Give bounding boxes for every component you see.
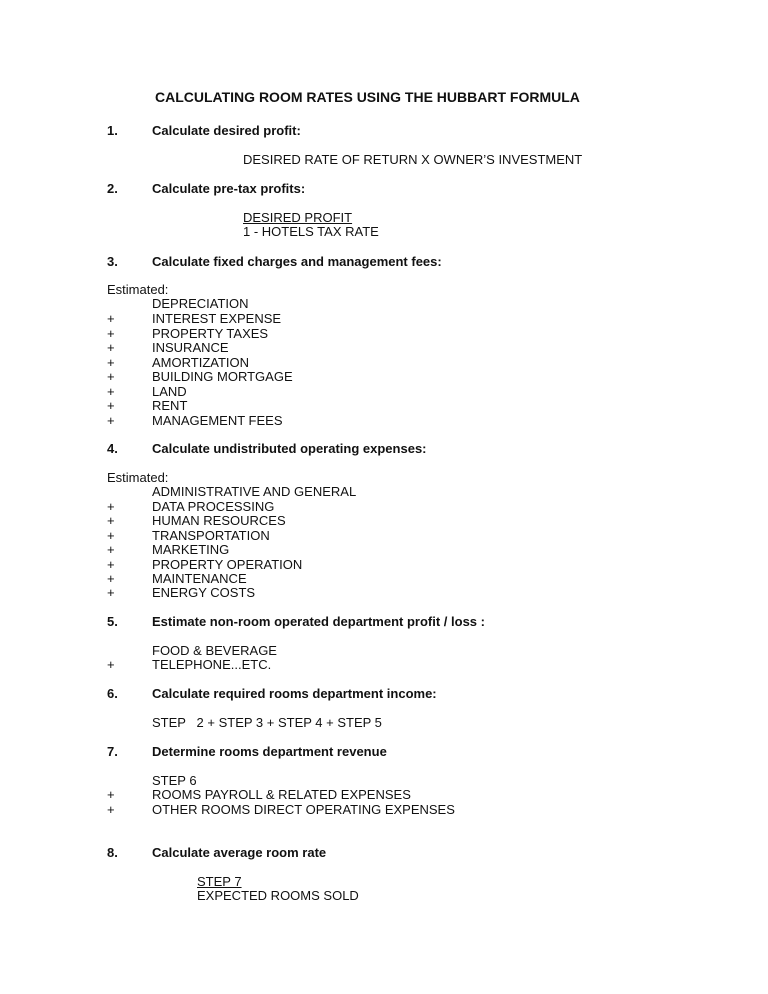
step-1-heading: Calculate desired profit: xyxy=(152,123,301,138)
step-6-formula: STEP 2 + STEP 3 + STEP 4 + STEP 5 xyxy=(152,715,382,730)
step-3-list-item: INSURANCE xyxy=(152,340,229,355)
step-4-heading: Calculate undistributed operating expenses: xyxy=(152,441,427,456)
step-4-first-item: ADMINISTRATIVE AND GENERAL xyxy=(152,484,357,499)
step-7-list-plus-sign: + xyxy=(107,801,115,817)
step-7-list-item: OTHER ROOMS DIRECT OPERATING EXPENSES xyxy=(152,801,455,817)
step-3-list-plus-sign: + xyxy=(107,412,115,428)
step-4-list-item: TRANSPORTATION xyxy=(152,527,270,543)
step-4-estimated-label: Estimated: xyxy=(107,470,169,485)
step-5-plus-sign: + xyxy=(107,657,115,672)
step-3-list-plus-sign: + xyxy=(107,325,115,341)
step-3-heading: Calculate fixed charges and management fees: xyxy=(152,254,442,269)
step-4-list-plus-sign: + xyxy=(107,542,115,558)
step-4-list-item: ENERGY COSTS xyxy=(152,585,256,601)
step-7-list-plus-sign: + xyxy=(107,787,115,802)
step-4-list-item: HUMAN RESOURCES xyxy=(152,513,286,529)
step-3-list-item: RENT xyxy=(152,398,188,413)
step-2-numerator: DESIRED PROFIT xyxy=(243,210,353,225)
step-7-first-item: STEP 6 xyxy=(152,773,197,788)
step-4-list-item: PROPERTY OPERATION xyxy=(152,556,303,572)
step-3-list-item: BUILDING MORTGAGE xyxy=(152,369,293,384)
step-4-list-plus-sign: + xyxy=(107,571,115,586)
step-4-list-plus-sign: + xyxy=(107,585,115,601)
step-1-formula: DESIRED RATE OF RETURN X OWNER’S INVESTMENT xyxy=(243,152,583,167)
step-4-list-plus-sign: + xyxy=(107,527,115,543)
step-3-list-item: LAND xyxy=(152,383,187,399)
step-3-list-plus-sign: + xyxy=(107,311,115,326)
step-4-list-plus-sign: + xyxy=(107,556,115,572)
step-3-list-plus-sign: + xyxy=(107,340,115,355)
step-6-heading: Calculate required rooms department income: xyxy=(152,686,437,701)
step-5-heading: Estimate non-room operated department profit / loss : xyxy=(152,614,485,629)
step-8-heading: Calculate average room rate xyxy=(152,845,327,860)
step-7-heading: Determine rooms department revenue xyxy=(152,744,387,759)
step-8-denominator: EXPECTED ROOMS SOLD xyxy=(197,888,359,903)
step-5-first-item: FOOD & BEVERAGE xyxy=(152,643,277,658)
step-3-list-item: MANAGEMENT FEES xyxy=(152,412,283,428)
step-7-list-item: ROOMS PAYROLL & RELATED EXPENSES xyxy=(152,787,411,802)
step-2-denominator: 1 - HOTELS TAX RATE xyxy=(243,224,379,239)
step-3-list-plus-sign: + xyxy=(107,369,115,384)
step-3-list-plus-sign: + xyxy=(107,383,115,399)
step-4-list-item: MARKETING xyxy=(152,542,230,558)
step-4-list-item: DATA PROCESSING xyxy=(152,499,275,514)
step-3-estimated-label: Estimated: xyxy=(107,282,169,297)
step-8-numerator: STEP 7 xyxy=(197,874,242,889)
step-8-number: 8. xyxy=(107,845,118,860)
step-4-list-item: MAINTENANCE xyxy=(152,571,247,586)
step-2-heading: Calculate pre-tax profits: xyxy=(152,181,306,196)
step-3-list-plus-sign: + xyxy=(107,398,115,413)
step-3-list-item: INTEREST EXPENSE xyxy=(152,311,282,326)
step-3-first-item: DEPRECIATION xyxy=(152,296,249,311)
step-4-list-plus-sign: + xyxy=(107,499,115,514)
step-3-number: 3. xyxy=(107,254,118,269)
step-3-list-plus-sign: + xyxy=(107,354,115,370)
step-2-number: 2. xyxy=(107,181,118,196)
step-5-number: 5. xyxy=(107,614,118,629)
step-7-number: 7. xyxy=(107,744,118,759)
step-4-number: 4. xyxy=(107,441,118,456)
step-1-number: 1. xyxy=(107,123,118,138)
step-4-list-plus-sign: + xyxy=(107,513,115,529)
step-5-second-item: TELEPHONE...ETC. xyxy=(152,657,272,672)
step-3-list-item: PROPERTY TAXES xyxy=(152,325,269,341)
page-title: CALCULATING ROOM RATES USING THE HUBBART FORMULA xyxy=(155,89,580,105)
step-6-number: 6. xyxy=(107,686,118,701)
step-3-list-item: AMORTIZATION xyxy=(152,354,250,370)
